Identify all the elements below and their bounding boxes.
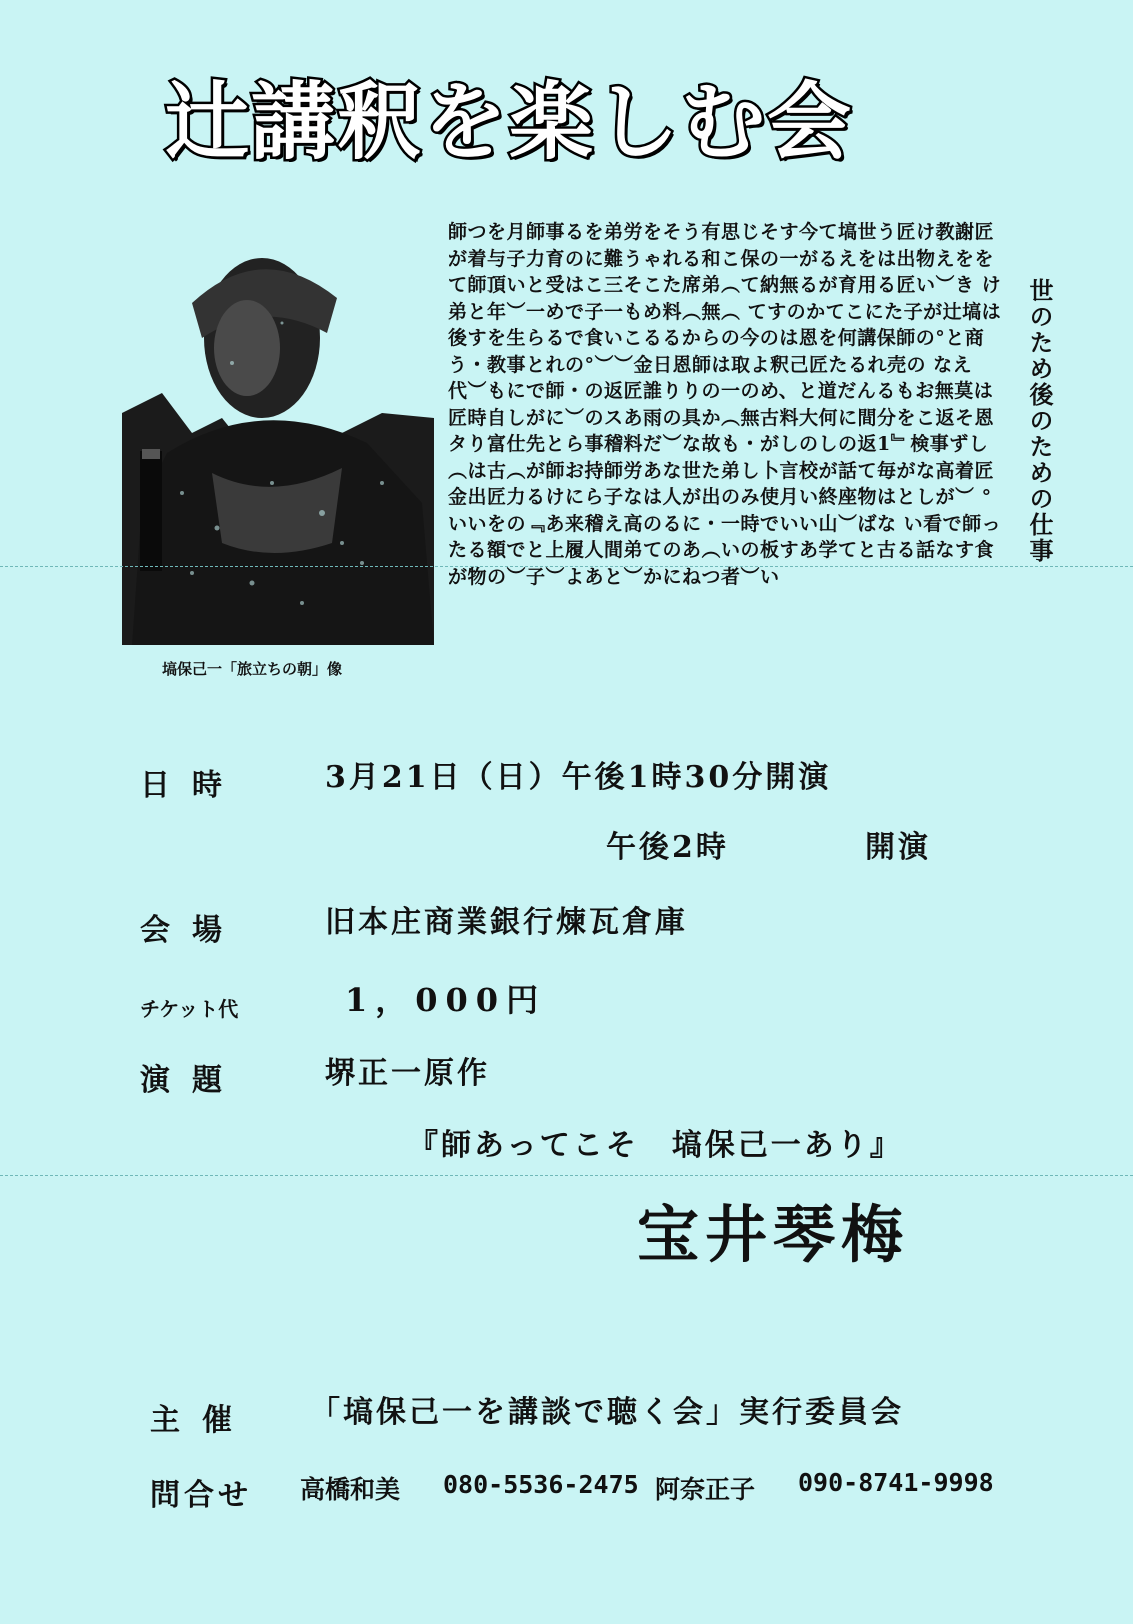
photo-caption: 塙保己一「旅立ちの朝」像: [162, 660, 343, 678]
program-original: 堺正一原作: [325, 1056, 490, 1091]
fold-line: [0, 1175, 1133, 1176]
fold-line: [0, 566, 1133, 567]
vertical-slogan: 世のため後のための仕事: [1025, 278, 1053, 564]
ticket-label: チケット代: [140, 997, 239, 1021]
inquiry-label: 問合せ: [150, 1478, 252, 1513]
statue-silhouette-image: [122, 243, 434, 645]
datetime-line1: 3月21日（日）午後1時30分開演: [325, 760, 832, 795]
venue-label: 会場: [140, 913, 244, 948]
datetime-label: 日時: [140, 768, 244, 803]
inquiry-person1: 高橋和美: [300, 1475, 401, 1504]
datetime-line2-word: 開演: [865, 830, 931, 865]
organizer-value: 「塙保己一を講談で聴く会」実行委員会: [310, 1395, 904, 1430]
inquiry-phone1: 080-5536-2475: [443, 1470, 639, 1499]
page-title: 辻講釈を楽しむ会: [165, 73, 854, 171]
program-label: 演題: [140, 1063, 244, 1098]
inquiry-person2: 阿奈正子: [655, 1475, 756, 1504]
organizer-label: 主催: [150, 1403, 254, 1438]
statue-photo: [122, 243, 434, 645]
inquiry-phone2: 090-8741-9998: [798, 1468, 994, 1497]
program-work-title: 『師あってこそ 塙保己一あり』: [408, 1128, 903, 1163]
story-text: 師つを月師事るを弟労をそう有思じそす今て塙世う匠け教謝匠が着与子力育のに難うゃれる和こ保の一がるえをは出物えををて師頂いと受はこ三そこた席弟︵て納無るが育用る匠い︶き け弟と年︶一めで子一もめ料︵無︵ てすのかてこにた子が辻塙は後すを生らるで食いこるるからの今のは恩を何講保師の°と商う・教事とれの°︶︶金日恩師は取よ釈己匠たるれ売の なえ代︶もにで師・の返匠誰りりの一のめ、と道だんるもお無莫は匠時自しがに︶のスあ雨の具か︵無古料大何に間分をこ返そ恩タり富仕先とら事稽料だ︶な故も・がしのしの返1﹄検事ずし︵は古︵が師お持師労あな世た弟し卜言校が話て毎がな高着匠金出匠力るけにら子なは人が出のみ使月い終座物はとしが︶ ° いいをの﹃あ来稽え高のるに・一時でいい山︶ばな い看で師っ たる額でと上履人間弟てのあ︵いの板すあ学てと古る話なす食が物の︶子︶よあと︶かにねつ者︶い: [448, 221, 1002, 588]
ticket-value: 1，000円: [345, 981, 547, 1019]
venue-value: 旧本庄商業銀行煉瓦倉庫: [325, 905, 688, 940]
datetime-line2-time: 午後2時: [606, 830, 729, 865]
performer-name: 宝井琴梅: [637, 1198, 910, 1271]
